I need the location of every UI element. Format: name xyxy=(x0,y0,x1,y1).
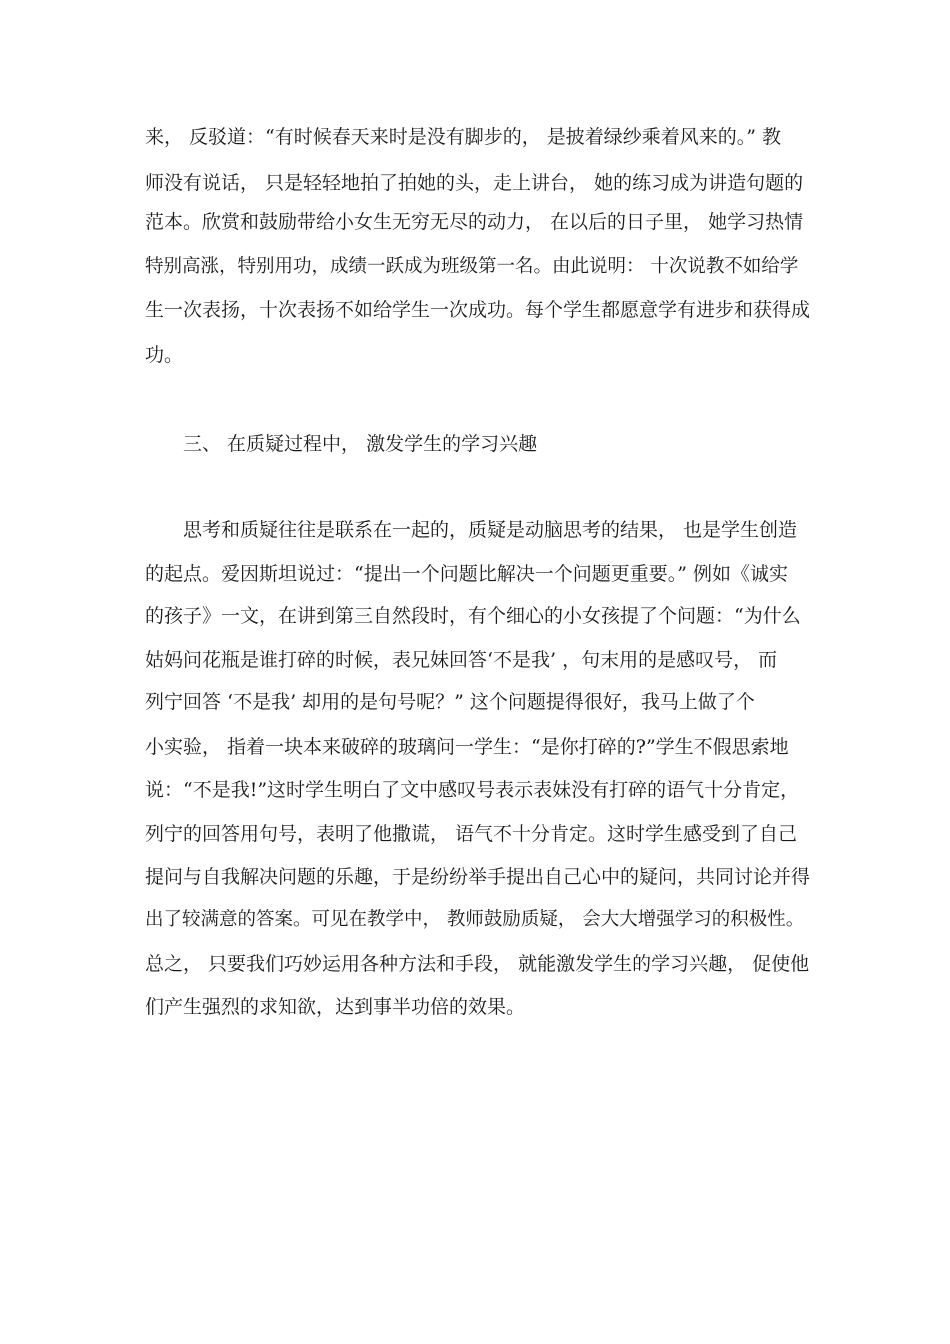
text-line: 提问与自我解决问题的乐趣，于是纷纷举手提出自己心中的疑问，共同讨论并得 xyxy=(145,866,811,888)
text-line: 说：“不是我!”这时学生明白了文中感叹号表示表妹没有打碎的语气十分肯定， xyxy=(145,779,800,801)
text-line: 的孩子》一文，在讲到第三自然段时，有个细心的小女孩提了个问题：“为什么 xyxy=(145,605,801,627)
text-line: 范本。欣赏和鼓励带给小女生无穷无尽的动力， 在以后的日子里， 她学习热情 xyxy=(145,211,804,233)
text-line: 列宁回答 ‘不是我’ 却用的是句号呢？” 这个问题提得很好，我马上做了个 xyxy=(145,691,755,713)
text-line: 出了较满意的答案。可见在教学中， 教师鼓励质疑， 会大大增强学习的积极性。 xyxy=(145,909,805,930)
text-line: 生一次表扬，十次表扬不如给学生一次成功。每个学生都愿意学有进步和获得成 xyxy=(145,299,811,321)
text-line: 总之， 只要我们巧妙运用各种方法和手段， 就能激发学生的学习兴趣， 促使他 xyxy=(145,953,810,975)
text-line: 的起点。爱因斯坦说过：“提出一个问题比解决一个问题更重要。” 例如《诚实 xyxy=(145,563,788,585)
text-line: 来， 反驳道：“有时候春天来时是没有脚步的， 是披着绿纱乘着风来的。” 教 xyxy=(145,126,782,148)
text-line: 列宁的回答用句号，表明了他撒谎， 语气不十分肯定。这时学生感受到了自己 xyxy=(145,823,798,845)
text-line: 特别高涨，特别用功，成绩一跃成为班级第一名。由此说明： 十次说教不如给学 xyxy=(145,256,799,277)
section-heading: 三、 在质疑过程中， 激发学生的学习兴趣 xyxy=(183,433,538,455)
text-line: 小实验， 指着一块本来破碎的玻璃问一学生：“是你打碎的?”学生不假思索地 xyxy=(145,736,789,758)
text-line: 们产生强烈的求知欲，达到事半功倍的效果。 xyxy=(145,996,526,1018)
text-line: 姑妈问花瓶是谁打碎的时候，表兄妹回答‘不是我’ ，句末用的是感叹号， 而 xyxy=(145,649,778,671)
text-line: 功。 xyxy=(145,344,184,366)
text-line: 思考和质疑往往是联系在一起的，质疑是动脑思考的结果， 也是学生创造 xyxy=(183,519,798,541)
text-line: 师没有说话， 只是轻轻地拍了拍她的头，走上讲台， 她的练习成为讲造句题的 xyxy=(145,172,804,194)
